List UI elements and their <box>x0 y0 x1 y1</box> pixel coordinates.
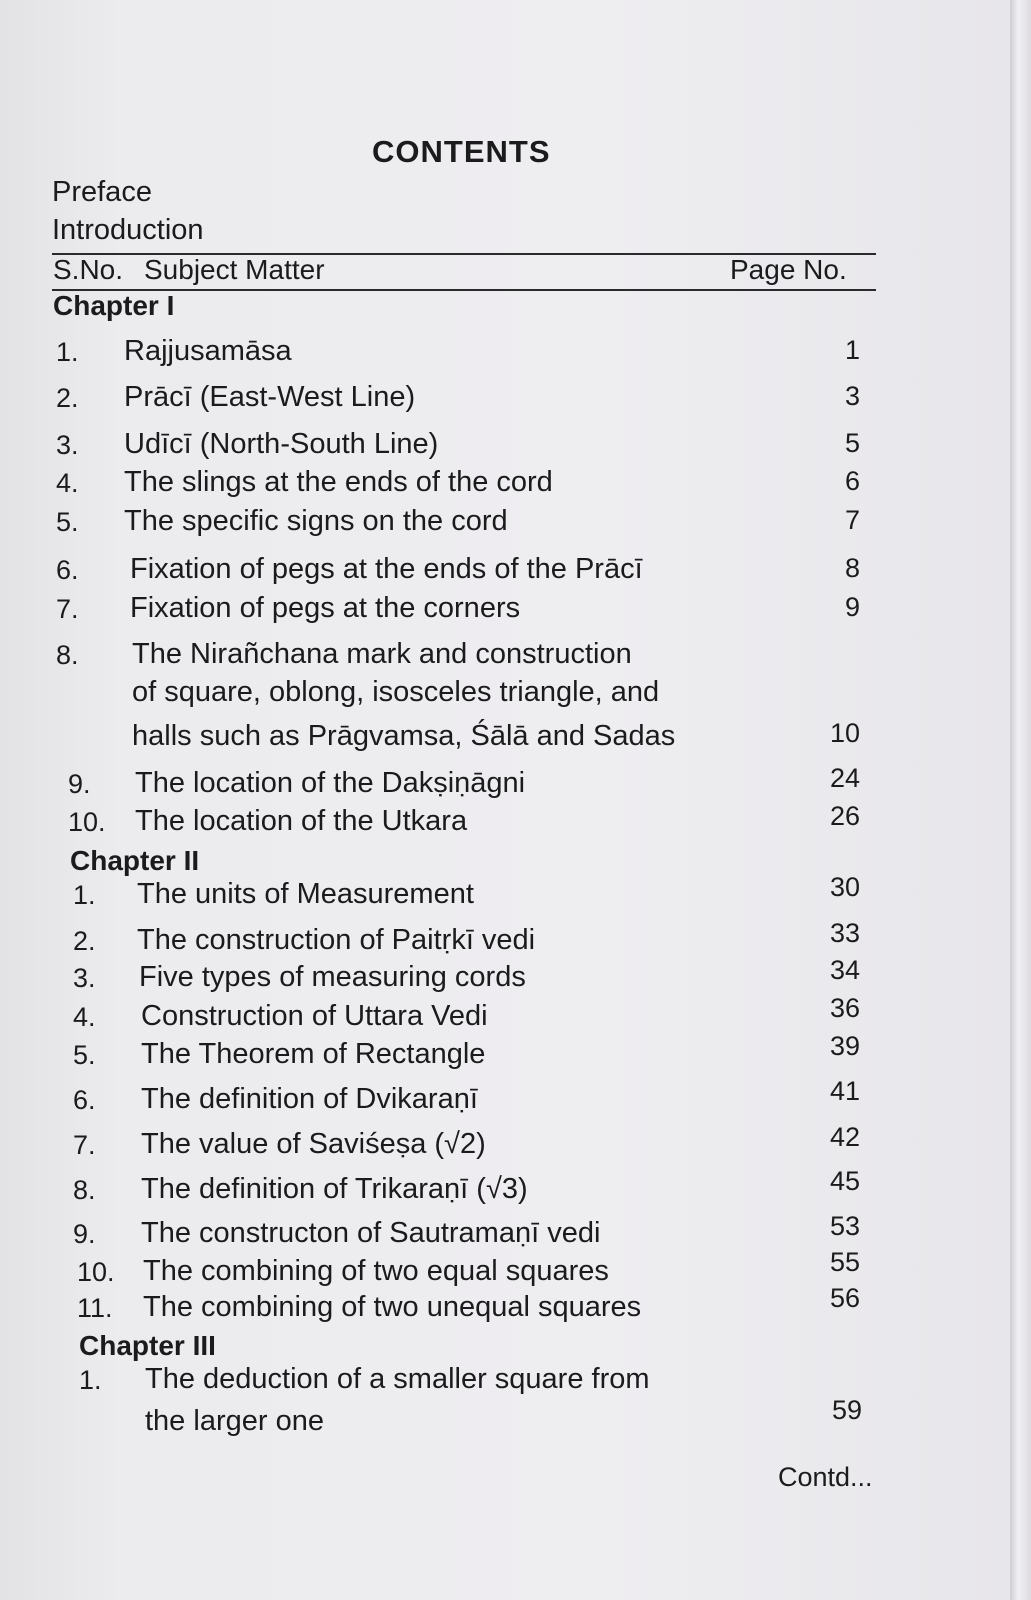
entry-number: 10. <box>77 1257 115 1287</box>
entry-number: 11. <box>77 1293 113 1323</box>
entry-title: The constructon of Sautramaṇī vedi <box>141 1217 601 1249</box>
entry-number: 5. <box>73 1040 96 1070</box>
entry-page-number: 56 <box>829 1283 860 1313</box>
entry-title: The location of the Utkara <box>135 805 468 837</box>
entry-page-number: 26 <box>829 801 860 831</box>
entry-page-number: 59 <box>831 1395 862 1425</box>
entry-number: 7. <box>73 1130 96 1160</box>
entry-title: Fixation of pegs at the ends of the Prācī <box>130 553 643 585</box>
entry-title: The definition of Trikaraṇī (√3) <box>141 1173 528 1205</box>
entry-page-number: 7 <box>844 505 860 535</box>
entry-page-number: 42 <box>829 1122 860 1152</box>
header-page-no: Page No. <box>730 254 847 285</box>
entry-page-number: 8 <box>844 553 860 583</box>
entry-page-number: 39 <box>829 1031 860 1061</box>
entry-title: The location of the Dakṣiṇāgni <box>135 767 526 799</box>
page-edge <box>1010 0 1031 1600</box>
entry-number: 4. <box>73 1002 96 1032</box>
entry-title: The value of Saviśeṣa (√2) <box>141 1128 486 1160</box>
entry-page-number: 30 <box>829 872 860 902</box>
entry-page-number: 1 <box>844 335 860 365</box>
entry-title: halls such as Prāgvamsa, Śālā and Sadas <box>132 720 676 752</box>
front-matter-introduction: Introduction <box>52 214 204 246</box>
entry-title: of square, oblong, isosceles triangle, and <box>132 676 660 708</box>
entry-title: The definition of Dvikaraṇī <box>141 1083 478 1115</box>
entry-title: Udīcī (North-South Line) <box>124 428 439 460</box>
entry-page-number: 6 <box>844 466 860 496</box>
chapter-heading: Chapter I <box>53 290 175 321</box>
entry-number: 2. <box>73 926 96 956</box>
chapter-heading: Chapter III <box>79 1330 216 1361</box>
entry-title: the larger one <box>145 1405 324 1437</box>
entry-number: 9. <box>73 1219 96 1249</box>
entry-title: The specific signs on the cord <box>124 505 508 537</box>
entry-title: Prācī (East-West Line) <box>124 381 416 413</box>
page-title: CONTENTS <box>372 134 551 169</box>
entry-number: 1. <box>79 1365 102 1395</box>
entry-title: Construction of Uttara Vedi <box>141 1000 488 1032</box>
entry-title: The slings at the ends of the cord <box>124 466 553 498</box>
entry-number: 3. <box>73 963 96 993</box>
entry-page-number: 5 <box>844 428 860 458</box>
entry-page-number: 41 <box>829 1076 860 1106</box>
entry-page-number: 33 <box>829 918 860 948</box>
continued-note: Contd... <box>778 1462 873 1492</box>
entry-title: The deduction of a smaller square from <box>145 1363 650 1395</box>
entry-page-number: 3 <box>844 381 860 411</box>
entry-title: The units of Measurement <box>137 878 474 910</box>
entry-title: The combining of two equal squares <box>143 1255 609 1287</box>
entry-number: 3. <box>56 430 79 460</box>
entry-title: The Theorem of Rectangle <box>141 1038 486 1070</box>
entry-number: 8. <box>73 1175 96 1205</box>
entry-page-number: 55 <box>829 1247 860 1277</box>
entry-page-number: 53 <box>829 1211 860 1241</box>
chapter-heading: Chapter II <box>70 845 200 876</box>
entry-page-number: 10 <box>829 718 860 748</box>
header-subject: Subject Matter <box>144 254 325 285</box>
entry-number: 6. <box>73 1085 96 1115</box>
entry-number: 5. <box>56 507 79 537</box>
entry-page-number: 9 <box>844 592 860 622</box>
entry-number: 8. <box>56 640 79 670</box>
entry-page-number: 24 <box>829 763 860 793</box>
header-bottom-rule <box>52 289 876 291</box>
entry-page-number: 45 <box>829 1166 860 1196</box>
entry-number: 2. <box>56 383 79 413</box>
entry-title: The combining of two unequal squares <box>143 1291 642 1323</box>
front-matter-preface: Preface <box>52 176 152 208</box>
entry-page-number: 34 <box>829 955 860 985</box>
entry-page-number: 36 <box>829 993 860 1023</box>
entry-number: 1. <box>56 337 79 367</box>
entry-title: Fixation of pegs at the corners <box>130 592 521 624</box>
header-sno: S.No. <box>53 254 124 285</box>
entry-number: 4. <box>56 468 79 498</box>
entry-title: The construction of Paitṛkī vedi <box>137 924 536 956</box>
entry-title: Rajjusamāsa <box>124 335 292 367</box>
entry-number: 7. <box>56 594 79 624</box>
entry-number: 9. <box>68 769 91 799</box>
entry-title: Five types of measuring cords <box>139 961 526 993</box>
entry-number: 6. <box>56 555 79 585</box>
entry-number: 10. <box>68 807 106 837</box>
entry-title: The Nirañchana mark and construction <box>132 638 632 670</box>
entry-number: 1. <box>73 880 96 910</box>
